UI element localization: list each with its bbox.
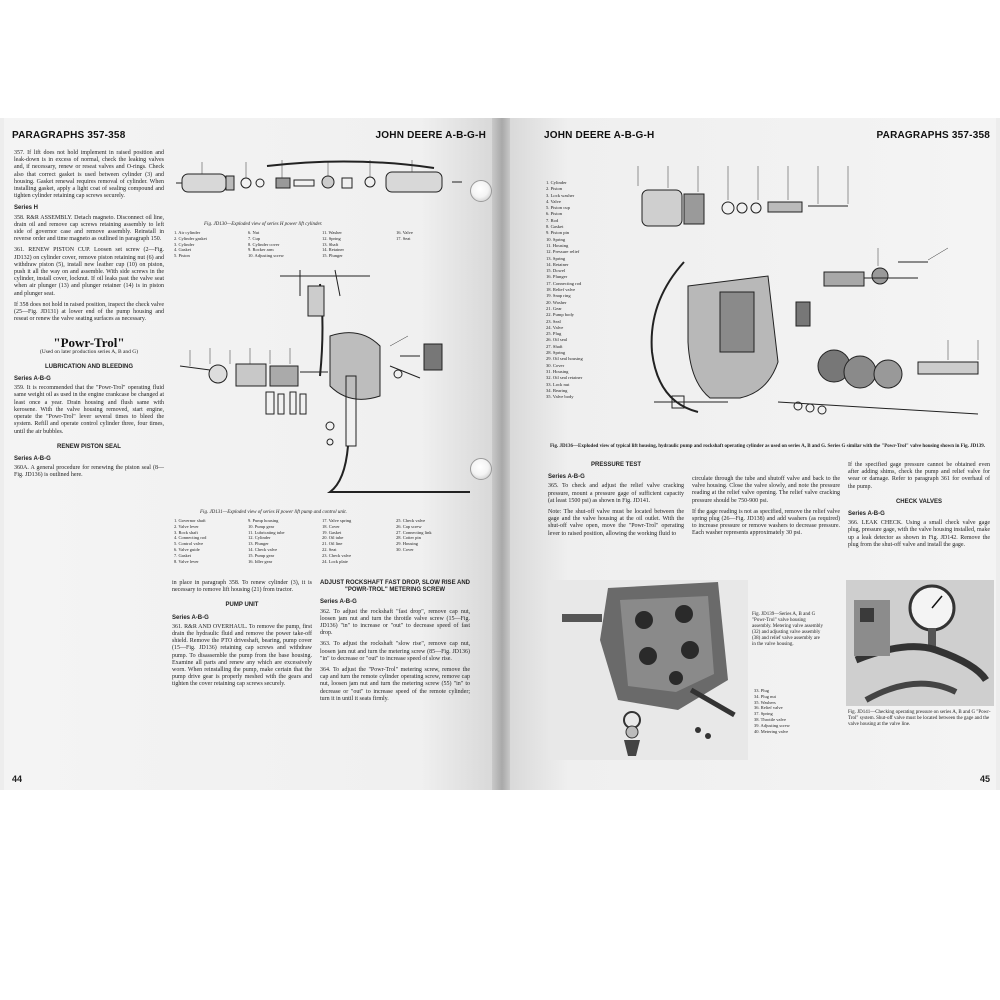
paragraph: 361. RENEW PISTON CUP. Loosen set screw (2—Fig. JD132) on cylinder cover, remove piston retaining nut (6) and withdraw piston (5), install new leather cup (10) on piston, push it all the way on and assemble. With side screws in the cylinder, install cover, locknut. If oil leaks past the valve seat when air plunger (13) and plunger retainer (14) is in piston and plunger seat. — [14, 247, 164, 297]
fig-pump-control-drawing — [170, 266, 470, 506]
legend-item: 9. Piston pin — [546, 230, 570, 236]
paragraph: 364. To adjust the "Powr-Trol" metering screw, remove the cap and turn the remote cylinder operating screw, remove cap nut, loosen jam nut and turn the metering screw (55) "in" to decrease or "out" to increase speed of the remote cylinder; turn it in until it seats firmly. — [320, 667, 470, 702]
legend-item: 35. Valve body — [546, 394, 574, 400]
section-heading: PUMP UNIT — [225, 602, 259, 609]
right-column-1 — [548, 462, 684, 542]
legend-item: 33. Plug — [754, 688, 770, 693]
legend-item: 13. Spring — [546, 255, 566, 261]
legend-item: 12. Pressure relief — [546, 249, 580, 255]
legend-item: 10. Adjusting screw — [248, 253, 284, 259]
legend-item: 4. Connecting rod — [174, 535, 207, 541]
right-page-number: 45 — [979, 774, 990, 784]
paragraph: 359. It is recommended that the "Powr-Trol" operating fluid same weight oil as used in the engine crankcase be changed at least once a year. Drain housing and flush same with kerosene. With the valve housing removed, start engine, operate the "Powr-Trol" lever several times to bleed the system. Refill and operate control cylinder three, four times, until the air bubbles. — [14, 385, 164, 435]
legend-item: 30. Cover — [396, 546, 414, 552]
legend-item: 10. Pump gear — [248, 523, 275, 529]
photo2-caption: Fig. JD141—Checking operating pressure on series A, B and G "Powr-Trol" system. Shut-off valve must be located between the gage and the valve housing at the valve line. — [848, 710, 991, 727]
powr-trol-heading: "Powr-Trol" — [53, 335, 125, 351]
legend-item: 27. Shaft — [546, 343, 563, 349]
legend-item: 16. Valve — [396, 230, 413, 235]
section-heading: PRESSURE TEST — [590, 462, 641, 468]
legend-item: 1. Cylinder — [546, 180, 567, 185]
legend-item: 9. Rocker arm — [248, 247, 274, 253]
legend-item: 11. Lubricating tube — [248, 529, 285, 535]
legend-item: 23. Seal — [546, 318, 561, 324]
paragraph: 365. To check and adjust the relief valve cracking pressure, mount a pressure gage of sufficient capacity (at least 1500 psi) as shown in Fig. JD141. — [548, 483, 684, 504]
legend-item: 37. Spring — [754, 711, 773, 717]
photo1-caption: Fig. JD139—Series A, B and G "Powr-Trol" valve housing assembly. Metering valve assembly (32) and adjusting valve assembly (38) and relief valve assembly are in the valve housing. — [752, 612, 824, 647]
legend-item: 34. Bearing — [546, 387, 568, 393]
section-heading: LUBRICATION AND BLEEDING — [45, 363, 133, 370]
fig-pump-caption: Fig. JD131—Exploded view of series H power lift pump and control unit. — [200, 510, 347, 515]
legend-item: 36. Relief valve — [754, 705, 783, 711]
paragraph: in place in paragraph 358. To renew cylinder (3), it is necessary to remove lift housing (21) from tractor. — [172, 580, 312, 594]
legend-item: 14. Retainer — [546, 261, 569, 267]
legend-item: 11. Housing — [546, 242, 569, 248]
right-column-2 — [692, 476, 840, 542]
paragraph: 363. To adjust the rockshaft "slow rise", remove cap nut, loosen jam nut and turn the metering screw (85—Fig. JD136) "in" to decrease or "out" to increase speed of slow rise. — [320, 641, 470, 662]
legend-item: 9. Pump housing — [248, 518, 279, 523]
legend-item: 6. Valve guide — [174, 546, 200, 552]
fig-cylinder-caption: Fig. JD130—Exploded view of series H power lift cylinder. — [204, 222, 323, 227]
legend-item: 6. Piston — [546, 211, 563, 217]
legend-item: 29. Oil seal housing — [546, 356, 583, 362]
left-header-title: JOHN DEERE A-B-G-H — [375, 130, 486, 141]
legend-item: 3. Cylinder — [174, 241, 195, 247]
legend-item: 5. Piston cup — [546, 205, 570, 211]
legend-item: 1. Air cylinder — [174, 230, 201, 235]
legend-item: 23. Check valve — [322, 552, 352, 558]
fig-pump-legend — [174, 518, 464, 564]
legend-item: 7. Gasket — [174, 552, 191, 558]
legend-item: 16. Idler gear — [248, 558, 273, 564]
legend-item: 19. Gasket — [322, 529, 342, 535]
legend-item: 1. Governor shaft — [174, 518, 206, 523]
legend-item: 10. Spring — [546, 236, 566, 242]
valve-housing-photo — [548, 580, 748, 760]
left-header-paragraphs: PARAGRAPHS 357-358 — [12, 130, 126, 141]
legend-item: 16. Plunger — [546, 274, 568, 280]
series-heading: Series A-B-G — [172, 614, 209, 621]
fig-lift-housing-caption: Fig. JD136—Exploded view of typical lift housing, hydraulic pump and rockshaft operating cylinder as used on series A, B and G. Series G similar with the "Powr-Trol" valve housing shown in Fig. JD139. — [550, 444, 985, 449]
legend-item: 17. Valve spring — [322, 518, 352, 523]
legend-item: 2. Piston — [546, 186, 563, 192]
fig-cylinder-exploded-drawing — [172, 154, 472, 220]
legend-item: 28. Cotter pin — [396, 535, 421, 541]
legend-item: 22. Pump body — [546, 312, 574, 318]
paragraph: 357. If lift does not hold implement in raised position and leak-down is in excess of normal, check the leaking valves and, if necessary, renew or reseat valves and O-rings. Check also that correct gasket is used between cylinder (3) and housing. Gasket renewal requires removal of cylinder. When installing gasket, apply a light coat of sealing compound and tighten cylinder retaining cap screws securely. — [14, 150, 164, 200]
legend-item: 12. Spring — [322, 235, 341, 241]
legend-item: 19. Snap ring — [546, 293, 571, 299]
legend-item: 14. Check valve — [248, 546, 278, 552]
legend-item: 32. Oil seal retainer — [546, 375, 583, 381]
legend-item: 24. Valve — [546, 324, 564, 330]
binder-hole — [470, 180, 492, 202]
legend-item: 34. Plug nut — [754, 693, 776, 699]
series-heading: Series A-B-G — [14, 376, 51, 383]
legend-item: 30. Cover — [546, 362, 565, 368]
legend-item: 20. Oil tube — [322, 535, 344, 541]
legend-item: 8. Valve lever — [174, 558, 199, 564]
legend-item: 12. Cylinder — [248, 535, 271, 541]
right-column-3 — [848, 462, 990, 553]
legend-item: 13. Shaft — [322, 241, 339, 247]
series-heading: Series A-B-G — [848, 511, 885, 518]
binder-hole — [470, 458, 492, 480]
legend-item: 29. Housing — [396, 541, 419, 547]
open-manual-spread — [0, 118, 1000, 790]
legend-item: 26. Cap screw — [396, 523, 422, 529]
legend-item: 28. Spring — [546, 350, 566, 356]
paragraph: 366. LEAK CHECK. Using a small check valve gage plug, pressure gage, with the valve housing installed, make up a leak detector as shown in Fig. JD142. Remove the plug from the shut-off valve and install the gage. — [848, 520, 990, 548]
paragraph: If 358 does not hold in raised position, inspect the check valve (25—Fig. JD131) at lower end of the pump housing and reseat or renew the valve seating surfaces as necessary. — [14, 301, 164, 323]
powr-trol-note: (Used on later production series A, B and G) — [39, 348, 139, 355]
section-heading: RENEW PISTON SEAL — [57, 443, 121, 450]
pressure-gage-photo — [846, 580, 994, 706]
legend-item: 33. Lock nut — [546, 381, 570, 387]
left-column-3 — [320, 580, 470, 707]
legend-item: 40. Metering valve — [754, 728, 789, 734]
legend-item: 5. Control valve — [174, 541, 204, 547]
section-heading: CHECK VALVES — [895, 498, 943, 505]
paragraph: 361. R&R AND OVERHAUL. To remove the pump, first drain the hydraulic fluid and remove the power take-off shield. Remove the PTO driveshaft, bearing, pump cover (15—Fig. JD136) retaining cap screws and withdraw pump. To disassemble the pump from the base housing. Examine all parts and renew any which are excessively worn. When reinstalling the pump, make certain that the pump drive gear is properly meshed with the gears and tighten the cover retaining cap screws securely. — [172, 623, 312, 688]
book-gutter — [492, 118, 512, 790]
legend-item: 15. Dowel — [546, 268, 566, 274]
left-page — [4, 118, 494, 790]
legend-item: 7. Cup — [248, 235, 261, 241]
legend-item: 26. Oil seal — [546, 337, 568, 343]
left-page-number: 44 — [12, 774, 23, 784]
legend-item: 21. Gear — [546, 305, 562, 311]
series-heading: Series A-B-G — [14, 455, 51, 462]
legend-item: 15. Plunger — [322, 253, 343, 259]
right-page — [510, 118, 996, 790]
legend-item: 14. Retainer — [322, 247, 344, 253]
legend-item: 39. Adjusting screw — [754, 722, 790, 728]
section-heading: ADJUST ROCKSHAFT FAST DROP, SLOW RISE AND "POWR-TROL" METERING SCREW — [320, 580, 471, 594]
legend-item: 2. Cylinder gasket — [174, 235, 207, 241]
left-column-2 — [172, 580, 312, 693]
series-heading: Series A-B-G — [548, 474, 585, 481]
legend-item: 18. Relief valve — [546, 287, 576, 293]
legend-item: 2. Valve lever — [174, 523, 199, 529]
left-column-1 — [14, 150, 164, 484]
legend-item: 3. Rock shaft — [174, 529, 198, 535]
paragraph: 362. To adjust the rockshaft "fast drop", remove cap nut, loosen jam nut and turn the throttle valve screw (15—Fig. JD136) "in" to increase or "out" to decrease speed of fast drop. — [320, 608, 470, 637]
legend-item: 17. Seat — [396, 235, 411, 241]
right-header-paragraphs: PARAGRAPHS 357-358 — [876, 130, 990, 141]
right-header-title: JOHN DEERE A-B-G-H — [544, 130, 655, 141]
legend-item: 7. Rod — [546, 217, 559, 223]
legend-item: 25. Check valve — [396, 518, 426, 523]
legend-item: 18. Cover — [322, 523, 340, 529]
legend-item: 13. Plunger — [248, 541, 269, 547]
fig-cylinder-legend — [174, 230, 464, 259]
legend-item: 31. Housing — [546, 368, 569, 374]
legend-item: 35. Washers — [754, 699, 776, 705]
legend-item: 20. Washer — [546, 299, 567, 305]
legend-item: 21. Oil line — [322, 541, 343, 547]
photo1-legend — [754, 688, 826, 734]
paragraph: 360A. A general procedure for renewing the piston seal (8—Fig. JD136) is outlined here. — [14, 465, 164, 479]
legend-item: 24. Lock plate — [322, 558, 348, 564]
legend-item: 4. Gasket — [174, 247, 191, 253]
legend-item: 15. Pump gear — [248, 552, 275, 558]
paragraph: 358. R&R ASSEMBLY. Detach magneto. Disconnect oil line, drain oil and remove cap screws retaining assembly to left side of governor case and remove assembly. Reinstall in reverse order and time magneto as outlined in paragraph 150. — [14, 214, 164, 243]
legend-item: 25. Plug — [546, 331, 562, 337]
legend-item: 8. Cylinder cover — [248, 241, 280, 247]
legend-item: 5. Piston — [174, 253, 190, 259]
paragraph: circulate through the tube and shutoff valve and back to the valve housing. Close the valve slowly, and note the pressure reading at the relief valve opening. The relief valve cracking pressure should be 750-900 psi. — [692, 476, 840, 504]
paragraph: Note: The shut-off valve must be located between the gage and the valve housing at the oil outlet. With the shut-off valve open, move the "Powr-Trol" operating lever to raised position, allowing the working fluid to — [548, 509, 684, 537]
legend-item: 3. Lock washer — [546, 192, 575, 198]
parts-list — [546, 180, 622, 400]
legend-item: 8. Gasket — [546, 224, 564, 230]
paragraph: If the specified gage pressure cannot be obtained even after adding shims, check the pump and relief valve for wear or damage. Refer to paragraph 361 for overhaul of the pump. — [848, 462, 990, 490]
series-heading: Series A-B-G — [320, 599, 357, 606]
legend-item: 4. Valve — [546, 198, 561, 204]
legend-item: 11. Washer — [322, 230, 342, 235]
fig-lift-housing-drawing — [628, 152, 994, 442]
paragraph: If the gage reading is not as specified, remove the relief valve spring plug (26—Fig. JD138) and add washers (as required) to increase pressure or remove washers to decrease pressure. Each washer represents approximately 30 psi. — [692, 508, 840, 537]
legend-item: 17. Connecting rod — [546, 280, 582, 286]
legend-item: 27. Connecting link — [396, 529, 432, 535]
legend-item: 6. Nut — [248, 230, 260, 235]
series-heading: Series H — [14, 205, 39, 212]
legend-item: 38. Throttle valve — [754, 716, 787, 722]
legend-item: 22. Seat — [322, 546, 337, 552]
